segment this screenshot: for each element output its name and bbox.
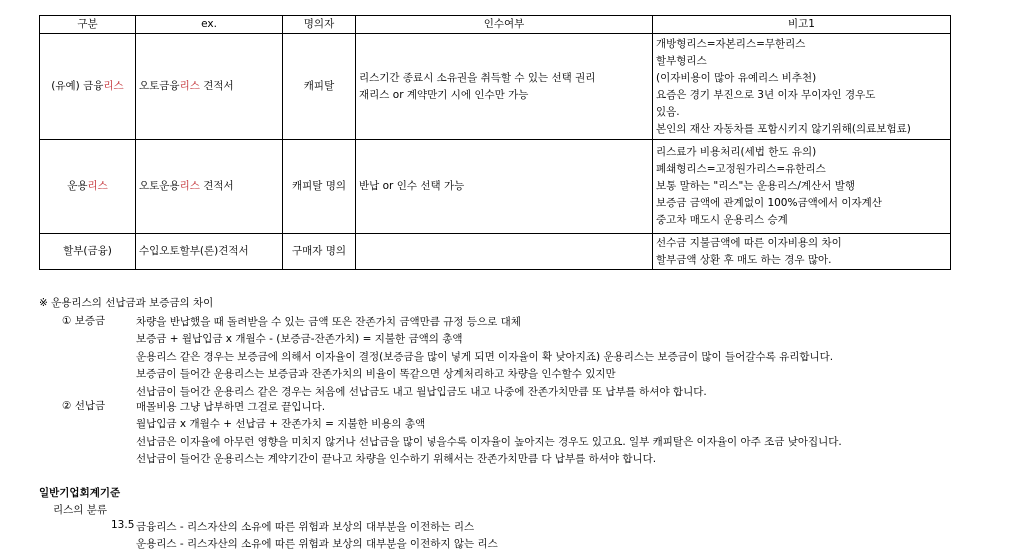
deposit-label: ① 보증금 — [62, 315, 106, 327]
table-header-row — [40, 16, 951, 34]
deposit-line: 선납금이 들어간 운용리스 같은 경우는 처음에 선납금도 내고 월납입금도 내고 나중에 잔존가치만큼 또 납부를 하셔야 합니다. — [136, 386, 707, 398]
header-notes: 비고1 — [653, 16, 951, 34]
deposit-line: 보증금 + 월납입금 x 개월수 - (보증금-잔존가치) = 지불한 금액의 총액 — [136, 333, 463, 345]
category-label: 할부(금융) — [63, 245, 112, 257]
example-label-highlight: 리스 — [179, 180, 200, 192]
deposit-line: 차량을 반납했을 때 돌려받을 수 있는 금액 또은 잔존가치 금액만큼 규정 등으로 대체 — [136, 316, 521, 328]
holder-cell: 구매자 명의 — [283, 234, 356, 270]
header-acquisition: 인수여부 — [356, 16, 653, 34]
example-label-highlight: 리스 — [179, 80, 200, 92]
example-cell — [136, 34, 283, 140]
prepayment-explanation — [136, 398, 1016, 470]
prepayment-line: 선납금이 들어간 운용리스는 계약기간이 끝나고 차량을 인수하기 위해서는 잔존가치만큼 다 납부를 하셔야 합니다. — [136, 453, 657, 465]
example-cell — [136, 234, 283, 270]
table-row — [40, 34, 951, 140]
note-line: 개방형리스=자본리스=무한리스 — [656, 37, 806, 50]
lease-comparison-table — [39, 15, 951, 270]
category-cell — [40, 34, 136, 140]
acquisition-line: 재리스 or 계약만기 시에 인수만 가능 — [359, 88, 529, 101]
holder-cell: 캐피탈 명의 — [283, 140, 356, 234]
notes-cell — [653, 140, 951, 234]
note-line: 요즘은 경기 부진으로 3년 이자 무이자인 경우도 — [656, 88, 876, 101]
note-title: ※ 운용리스의 선납금과 보증금의 차이 — [39, 297, 214, 309]
category-cell — [40, 140, 136, 234]
category-label: (유예) 금융 — [51, 80, 104, 92]
example-label-suffix: 견적서 — [199, 80, 234, 92]
note-line: 리스료가 비용처리(세법 한도 유의) — [656, 146, 817, 158]
notes-cell — [653, 34, 951, 140]
note-line: (이자비용이 많아 유예리스 비추천) — [656, 71, 817, 84]
acquisition-cell — [356, 34, 653, 140]
standard-line-finance: 금융리스 - 리스자산의 소유에 따른 위험과 보상의 대부분을 이전하는 리스 — [136, 521, 475, 533]
acquisition-cell — [356, 234, 653, 270]
deposit-line: 보증금이 들어간 운용리스는 보증금과 잔존가치의 비율이 똑같으면 상계처리하고 차량을 인수할수 있지만 — [136, 368, 616, 380]
note-line: 있음. — [656, 105, 680, 118]
note-line: 보통 말하는 "리스"는 운용리스/계산서 발행 — [656, 180, 855, 192]
standard-line-operating: 운용리스 - 리스자산의 소유에 따른 위험과 보상의 대부분을 이전하지 않는 리스 — [136, 538, 498, 550]
standard-title: 일반기업회계기준 — [39, 487, 121, 499]
note-line: 중고차 매도시 운용리스 승계 — [656, 214, 788, 226]
clause-number: 13.5 — [111, 519, 135, 531]
category-label-highlight: 리스 — [87, 180, 108, 192]
prepayment-label: ② 선납금 — [62, 400, 106, 412]
notes-cell — [653, 234, 951, 270]
prepayment-line: 선납금은 이자율에 아무런 영향을 미치지 않거나 선납금을 많이 넣을수록 이자율이 높아지는 경우도 있고요. 일부 캐피탈은 이자율이 아주 조금 낮아집니다. — [136, 436, 842, 448]
acquisition-cell — [356, 140, 653, 234]
note-line: 본인의 재산 자동차를 포함시키지 않기위해(의료보험료) — [656, 122, 911, 135]
note-line: 할부금액 상환 후 매도 하는 경우 많아. — [656, 253, 832, 266]
prepayment-line: 월납입금 x 개월수 + 선납금 + 잔존가치 = 지불한 비용의 총액 — [136, 418, 426, 430]
table-row — [40, 140, 951, 234]
example-label: 오토운용 — [139, 180, 180, 192]
note-line: 폐쇄형리스=고정원가리스=유한리스 — [656, 163, 826, 175]
acquisition-line: 리스기간 종료시 소유권을 취득할 수 있는 선택 권리 — [359, 71, 596, 84]
category-label: 운용 — [67, 180, 88, 192]
note-line: 보증금 금액에 관계없이 100%금액에서 이자계산 — [656, 197, 882, 209]
acquisition-line: 반납 or 인수 선택 가능 — [359, 180, 465, 192]
example-cell — [136, 140, 283, 234]
note-line: 할부형리스 — [656, 54, 707, 67]
example-label-suffix: 견적서 — [199, 180, 234, 192]
header-category: 구분 — [40, 16, 136, 34]
deposit-line: 운용리스 같은 경우는 보증금에 의해서 이자율이 결정(보증금을 많이 넣게 되면 이자율이 확 낮아지죠) 운용리스는 보증금이 많이 들어갈수록 유리합니다. — [136, 351, 834, 363]
deposit-explanation — [136, 313, 1016, 403]
example-label: 수입오토할부(론)견적서 — [139, 245, 249, 257]
category-label-highlight: 리스 — [103, 80, 124, 92]
example-label: 오토금융 — [139, 80, 180, 92]
header-holder: 명의자 — [283, 16, 356, 34]
prepayment-line: 매몰비용 그냥 납부하면 그걸로 끝입니다. — [136, 401, 326, 413]
header-example: ex. — [136, 16, 283, 34]
holder-cell: 캐피탈 — [283, 34, 356, 140]
table-row — [40, 234, 951, 270]
standard-subtitle: 리스의 분류 — [53, 504, 108, 516]
category-cell — [40, 234, 136, 270]
note-line: 선수금 지불금액에 따른 이자비용의 차이 — [656, 236, 842, 249]
